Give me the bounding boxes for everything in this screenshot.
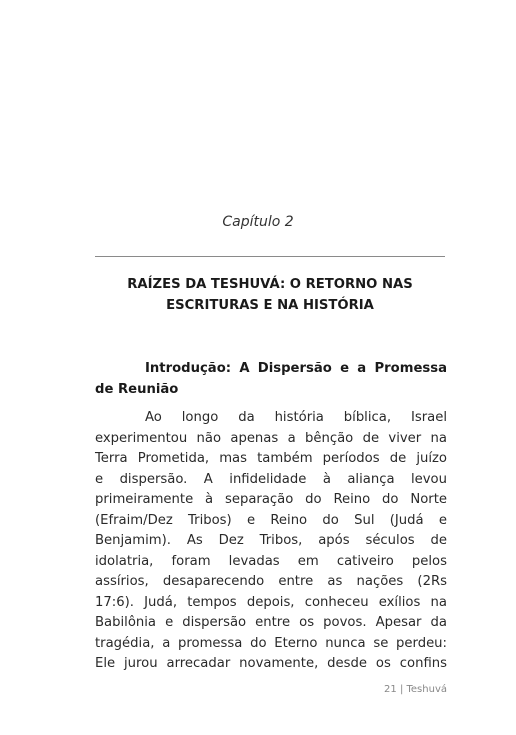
chapter-divider: [95, 256, 445, 257]
body-line: 17:6). Judá, tempos depois, conheceu exílios na: [95, 594, 447, 610]
section-heading-line: de Reunião: [95, 381, 179, 397]
body-line: Ele jurou arrecadar novamente, desde os confins: [95, 656, 447, 671]
body-line: Terra Prometida, mas também períodos de juízo: [95, 451, 447, 466]
body-line: (Efraim/Dez Tribos) e Reino do Sul (Judá e: [95, 512, 447, 528]
body-line: Benjamim). As Dez Tribos, após séculos de: [95, 533, 447, 548]
chapter-title-line: ESCRITURAS E NA HISTÓRIA: [166, 297, 374, 313]
section-heading: [95, 359, 447, 400]
body-line: Babilônia e dispersão entre os povos. Apesar da: [95, 615, 447, 630]
body-line: experimentou não apenas a bênção de viver na: [95, 430, 447, 446]
book-title: Teshuvá: [406, 684, 447, 695]
body-line: assírios, desaparecendo entre as nações (2Rs: [95, 574, 447, 589]
page-number: 21: [384, 684, 397, 695]
footer-separator: |: [399, 684, 404, 695]
chapter-label: Capítulo 2: [222, 214, 294, 230]
body-line: Ao longo da história bíblica, Israel: [145, 410, 447, 425]
body-line: e dispersão. A infidelidade à aliança levou: [95, 471, 447, 487]
chapter-title-line: RAÍZES DA TESHUVÁ: O RETORNO NAS: [127, 277, 413, 292]
body-line: idolatria, foram levadas em cativeiro pelos: [95, 553, 447, 569]
section-heading-line: Introdução: A Dispersão e a Promessa: [145, 361, 447, 376]
body-line: tragédia, a promessa do Eterno nunca se perdeu:: [95, 635, 447, 651]
page-footer: [384, 684, 447, 695]
body-line: primeiramente à separação do Reino do Norte: [95, 492, 447, 507]
body-paragraph: [95, 408, 447, 675]
chapter-title: [95, 275, 445, 316]
